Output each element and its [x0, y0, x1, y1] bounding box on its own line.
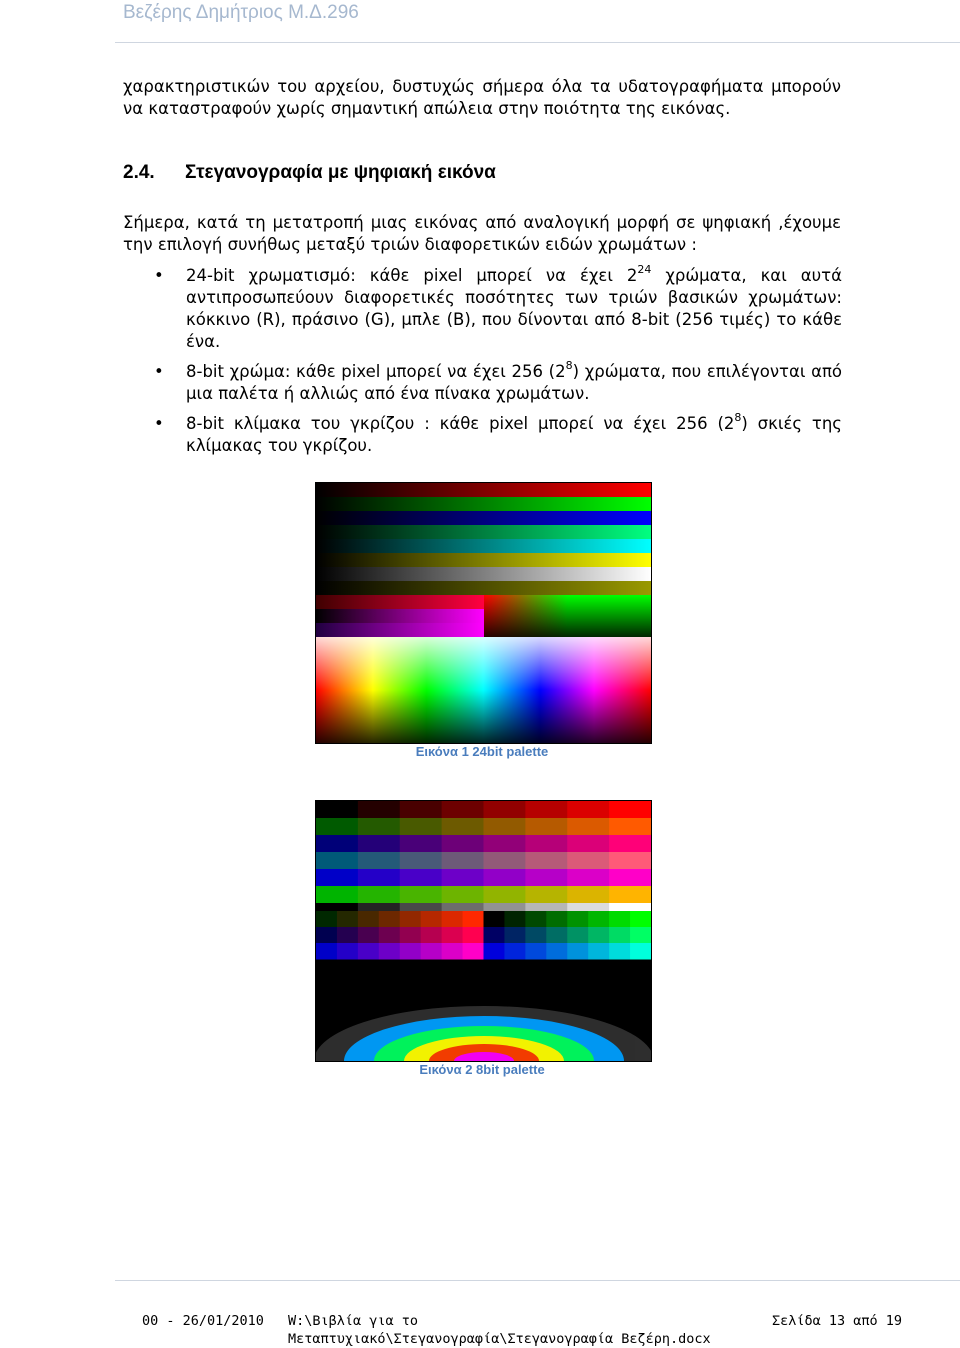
- palette-swatch: [358, 886, 400, 904]
- palette-swatch: [504, 911, 525, 928]
- palette-swatch: [504, 927, 525, 944]
- palette-swatch: [379, 927, 400, 944]
- palette-24bit-figure: [315, 482, 652, 744]
- palette-swatch: [400, 927, 421, 944]
- palette-swatch: [567, 852, 609, 870]
- palette-8bit-grid: [316, 801, 652, 960]
- palette-swatch: [525, 801, 567, 819]
- palette-swatch: [567, 818, 609, 836]
- palette-swatch: [525, 835, 567, 853]
- bullet-item: • 8-bit κλίμακα του γκρίζου : κάθε pixel μπορεί να έχει 256 $(2^8)$ σκιές της κλίμακας του γκρίζου.: [154, 411, 842, 455]
- palette-swatch: [567, 927, 588, 944]
- palette-swatch: [609, 869, 651, 887]
- palette-swatch: [484, 886, 526, 904]
- palette-swatch: [316, 943, 337, 960]
- palette-swatch: [484, 835, 526, 853]
- palette-swatch: [609, 818, 651, 836]
- palette-swatch: [316, 886, 358, 904]
- bullet-icon: •: [154, 414, 164, 433]
- palette-swatch: [358, 869, 400, 887]
- palette-swatch: [567, 835, 609, 853]
- palette-swatch: [567, 943, 588, 960]
- palette-swatch: [400, 818, 442, 836]
- palette-swatch: [400, 943, 421, 960]
- bullet-icon: •: [154, 362, 164, 381]
- palette-swatch: [316, 869, 358, 887]
- section-heading: [123, 162, 496, 184]
- palette-swatch: [525, 852, 567, 870]
- palette-swatch: [442, 852, 484, 870]
- palette-swatch: [358, 911, 379, 928]
- palette-swatch: [484, 911, 505, 928]
- bullet-icon: •: [154, 266, 164, 285]
- palette-swatch: [609, 835, 651, 853]
- palette-swatch: [358, 943, 379, 960]
- palette-swatch: [588, 943, 609, 960]
- section-title: Στεγανογραφία με ψηφιακή εικόνα: [185, 162, 496, 183]
- palette-swatch: [630, 911, 651, 928]
- bullet-item: • 8-bit χρώμα: κάθε pixel μπορεί να έχει 256 $(2^8)$ χρώματα, που επιλέγονται από μια παλέτα ή αλλιώς από ένα πίνακα χρωμάτων.: [154, 359, 842, 403]
- page-header-title: Βεζέρης Δημήτριος Μ.Δ.296: [123, 2, 359, 23]
- palette-swatch: [546, 911, 567, 928]
- palette-swatch: [484, 927, 505, 944]
- palette-swatch: [337, 943, 358, 960]
- palette-swatch: [525, 818, 567, 836]
- section-number: 2.4.: [123, 162, 155, 183]
- palette-swatch: [609, 886, 651, 904]
- footer-file-path: W:\Βιβλία για το Μεταπτυχιακό\Στεγανογραφία\Στεγανογραφία Βεζέρη.docx: [288, 1313, 711, 1347]
- palette-swatch: [442, 886, 484, 904]
- palette-swatch: [400, 835, 442, 853]
- palette-8bit-figure: [315, 800, 652, 1062]
- figure-caption-1: Εικόνα 1 24bit palette: [415, 744, 549, 759]
- palette-swatch: [442, 869, 484, 887]
- palette-swatch: [358, 835, 400, 853]
- palette-swatch: [588, 911, 609, 928]
- palette-swatch: [316, 835, 358, 853]
- palette-swatch: [463, 927, 484, 944]
- palette-swatch: [442, 835, 484, 853]
- palette-swatch: [358, 818, 400, 836]
- palette-swatch: [442, 818, 484, 836]
- palette-swatch: [358, 852, 400, 870]
- palette-swatch: [484, 818, 526, 836]
- palette-swatch: [567, 911, 588, 928]
- palette-swatch: [421, 943, 442, 960]
- palette-swatch: [609, 801, 651, 819]
- palette-swatch: [400, 869, 442, 887]
- footer-page-number: Σελίδα 13 από 19: [772, 1313, 903, 1329]
- palette-swatch: [484, 801, 526, 819]
- palette-swatch: [463, 911, 484, 928]
- palette-swatch: [400, 852, 442, 870]
- palette-swatch: [316, 911, 337, 928]
- palette-swatch: [504, 943, 525, 960]
- palette-swatch: [358, 927, 379, 944]
- intro-paragraph: χαρακτηριστικών του αρχείου, δυστυχώς σήμερα όλα τα υδατογραφήματα μπορούν να καταστραφούν χωρίς σημαντική απώλεια στην ποιότητα της εικόνας.: [123, 77, 841, 118]
- palette-swatch: [567, 886, 609, 904]
- palette-swatch: [400, 801, 442, 819]
- figure-caption-2: Εικόνα 2 8bit palette: [419, 1062, 545, 1077]
- footer-divider: [115, 1280, 960, 1281]
- bullet-list: [150, 265, 842, 457]
- palette-swatch: [421, 927, 442, 944]
- palette-swatch: [337, 911, 358, 928]
- palette-swatch: [630, 943, 651, 960]
- palette-swatch: [484, 852, 526, 870]
- palette-swatch: [609, 943, 630, 960]
- palette-swatch: [546, 943, 567, 960]
- palette-swatch: [463, 943, 484, 960]
- palette-swatch: [316, 801, 358, 819]
- palette-swatch: [609, 927, 630, 944]
- palette-swatch: [400, 886, 442, 904]
- palette-swatch: [442, 911, 463, 928]
- palette-swatch: [400, 911, 421, 928]
- palette-swatch: [484, 869, 526, 887]
- palette-swatch: [484, 943, 505, 960]
- palette-swatch: [316, 818, 358, 836]
- palette-swatch: [567, 869, 609, 887]
- palette-swatch: [442, 927, 463, 944]
- header-divider: [115, 42, 960, 43]
- palette-swatch: [546, 927, 567, 944]
- palette-swatch: [379, 943, 400, 960]
- palette-swatch: [421, 911, 442, 928]
- palette-swatch: [567, 801, 609, 819]
- palette-swatch: [609, 852, 651, 870]
- palette-swatch: [525, 911, 546, 928]
- palette-swatch: [316, 852, 358, 870]
- palette-swatch: [358, 801, 400, 819]
- palette-swatch: [609, 911, 630, 928]
- palette-swatch: [525, 943, 546, 960]
- palette-swatch: [379, 911, 400, 928]
- palette-swatch: [588, 927, 609, 944]
- palette-swatch: [442, 801, 484, 819]
- palette-swatch: [525, 869, 567, 887]
- palette-swatch: [525, 886, 567, 904]
- palette-swatch: [630, 927, 651, 944]
- palette-swatch: [337, 927, 358, 944]
- bullet-item: • 24-bit χρωματισμό: κάθε pixel μπορεί να έχει $2^{24}$ χρώματα, και αυτά αντιπροσωπεύουν διαφορετικές ποσότητες των τριών βασικών χρωμάτων: κόκκινο (R), πράσινο (G), μπλε (B), που δίνονται από 8-bit (256 τιμές) το κάθε ένα.: [154, 263, 842, 351]
- footer-date: 00 - 26/01/2010: [142, 1313, 264, 1329]
- body-paragraph: Σήμερα, κατά τη μετατροπή μιας εικόνας από αναλογική μορφή σε ψηφιακή ,έχουμε την επιλογή συνήθως μεταξύ τριών διαφορετικών ειδών χρωμάτων :: [123, 213, 841, 254]
- palette-swatch: [316, 927, 337, 944]
- palette-swatch: [525, 927, 546, 944]
- palette-swatch: [442, 943, 463, 960]
